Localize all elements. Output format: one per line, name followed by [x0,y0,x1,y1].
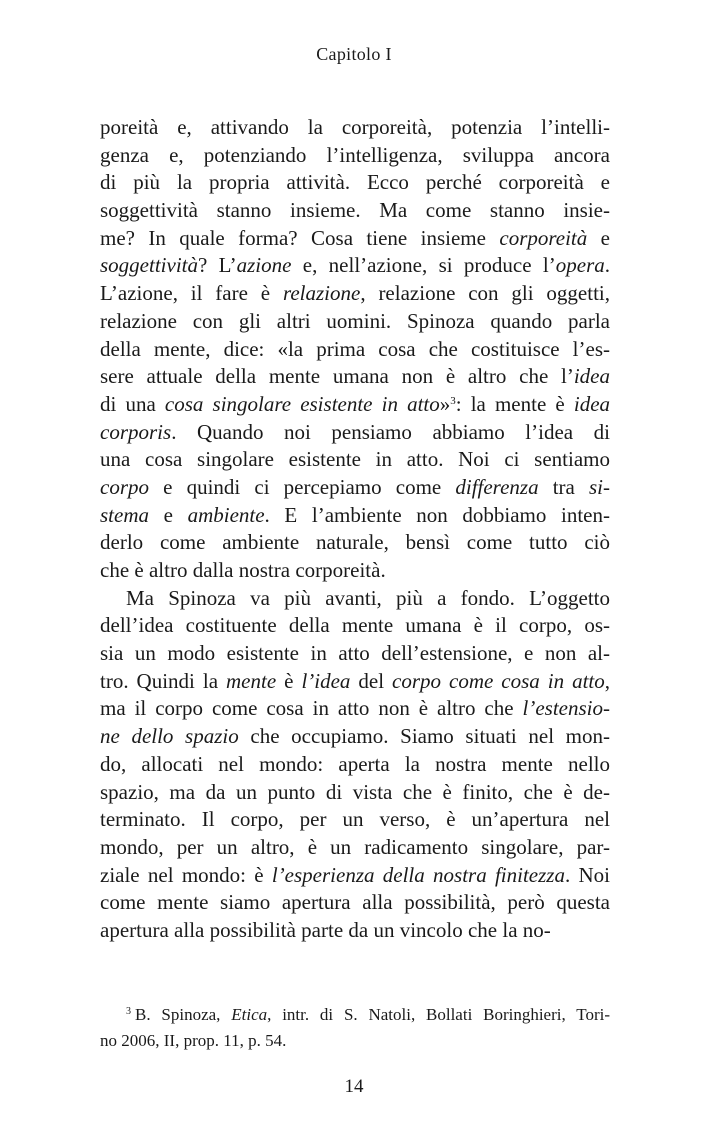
text-run: mondo, per un altro, è un radicamento singolare, par- [100,834,610,859]
footnote-reference: 3 [450,394,456,407]
text-line [100,751,610,779]
text-line [100,723,610,751]
text-run: Ma Spinoza va più avanti, più a fondo. L’oggetto [126,585,610,610]
text-line [100,336,610,364]
text-run: , [604,668,611,693]
text-run: , prop. 11, p. 54. [175,1031,287,1050]
text-run: di più la propria attività. Ecco perché corporeità e [100,170,610,195]
text-line [100,695,610,723]
text-run: , intr. di S. Natoli, Bollati Boringhieri, Tori- [267,1005,610,1024]
text-line [100,225,610,253]
italic-text: soggettività [100,253,198,278]
text-line [100,252,610,280]
italic-text: mente [226,668,277,693]
small-caps-text: II [163,1031,176,1050]
italic-text: stema [100,502,149,527]
text-line [100,142,610,170]
text-run: . Noi [564,862,611,887]
running-head: Capitolo I [316,44,392,64]
body-text [100,114,610,945]
text-line [100,280,610,308]
italic-text: azione [236,253,292,278]
text-line [100,419,610,447]
text-run: sia un modo esistente in atto dell’estensione, e non al- [100,641,610,666]
text-run: del [350,668,393,693]
text-run: derlo come ambiente naturale, bensì come tutto ciò [100,530,610,555]
text-run: B. Spinoza, [135,1005,232,1024]
page-number: 14 [344,1076,364,1097]
footnote-line [100,1002,610,1028]
italic-text: si- [589,474,610,499]
text-line [100,779,610,807]
text-run: L’azione, il fare è [100,281,283,306]
italic-text: corporis [100,419,172,444]
text-line [100,834,610,862]
italic-text: cosa singolare esistente in atto [164,391,440,416]
italic-text: differenza [455,474,539,499]
italic-text: corporeità [499,225,588,250]
text-line [100,917,610,945]
italic-text: ne dello spazio [100,724,239,749]
text-run: relazione con gli altri uomini. Spinoza quando parla [100,308,610,333]
text-run: : la mente è [455,391,574,416]
text-line [100,640,610,668]
text-run: ziale nel mondo: è [100,862,272,887]
text-run: apertura alla possibilità parte da un vincolo che la no- [100,917,551,942]
text-run: me? In quale forma? Cosa tiene insieme [100,225,500,250]
text-line [100,889,610,917]
text-line [100,391,610,419]
text-run: , relazione con gli oggetti, [360,281,610,306]
footnote [100,1002,610,1054]
text-line [100,114,610,142]
italic-text: opera [555,253,605,278]
text-line [100,474,610,502]
text-run: che occupiamo. Siamo situati nel mon- [238,724,610,749]
italic-text: idea [573,391,611,416]
text-run: » [439,391,451,416]
text-line [100,806,610,834]
text-run: . [604,253,610,278]
text-run: terminato. Il corpo, per un verso, è un’apertura nel [100,807,610,832]
text-run: tro. Quindi la [100,668,226,693]
italic-text: Etica [231,1005,268,1024]
italic-text: ambiente [187,502,265,527]
text-line [100,557,610,585]
text-run: di una [100,391,165,416]
text-run: e [587,225,610,250]
text-run: una cosa singolare esistente in atto. Noi ci sentiamo [100,447,610,472]
footnote-mark: 3 [126,1006,131,1017]
text-run: spazio, ma da un punto di vista che è finito, che è de- [100,779,610,804]
text-run: genza e, potenziando l’intelligenza, sviluppa ancora [100,142,610,167]
text-line [100,862,610,890]
text-run: dell’idea costituente della mente umana è il corpo, os- [100,613,610,638]
italic-text: corpo come cosa in atto [392,668,605,693]
text-run: e quindi ci percepiamo come [149,474,456,499]
text-run: poreità e, attivando la corporeità, potenzia l’intelli- [100,115,610,139]
text-run: come mente siamo apertura alla possibilità, però questa [100,890,610,915]
text-line [100,363,610,391]
text-line [100,197,610,225]
text-run: e [149,502,188,527]
text-line [100,529,610,557]
text-run: che è altro dalla nostra corporeità. [100,558,386,582]
italic-text: l’estensio- [522,696,610,721]
text-line [100,668,610,696]
italic-text: corpo [100,474,149,499]
italic-text: l’esperienza della nostra finitezza [271,862,565,887]
text-run: ? L’ [198,253,237,278]
text-line [100,446,610,474]
text-run: . E l’ambiente non dobbiamo inten- [264,502,610,527]
text-run: soggettività stanno insieme. Ma come stanno insie- [100,198,610,223]
text-run: . Quando noi pensiamo abbiamo l’idea di [171,419,610,444]
text-run: tra [538,474,589,499]
italic-text: relazione [282,281,361,306]
text-line [100,308,610,336]
text-run: è [276,668,302,693]
text-line [100,169,610,197]
footnote-line [100,1028,610,1054]
text-run: sere attuale della mente umana non è altro che l’ [100,364,574,389]
text-line [100,502,610,530]
text-run: della mente, dice: «la prima cosa che costituisce l’es- [100,336,610,361]
italic-text: idea [573,364,610,389]
text-run: no 2006, [100,1031,164,1050]
text-run: do, allocati nel mondo: aperta la nostra mente nello [100,751,610,776]
text-line [100,585,610,613]
italic-text: l’idea [301,668,351,693]
text-line [100,612,610,640]
text-run: ma il corpo come cosa in atto non è altro che [100,696,523,721]
text-run: e, nell’azione, si produce l’ [291,253,556,278]
